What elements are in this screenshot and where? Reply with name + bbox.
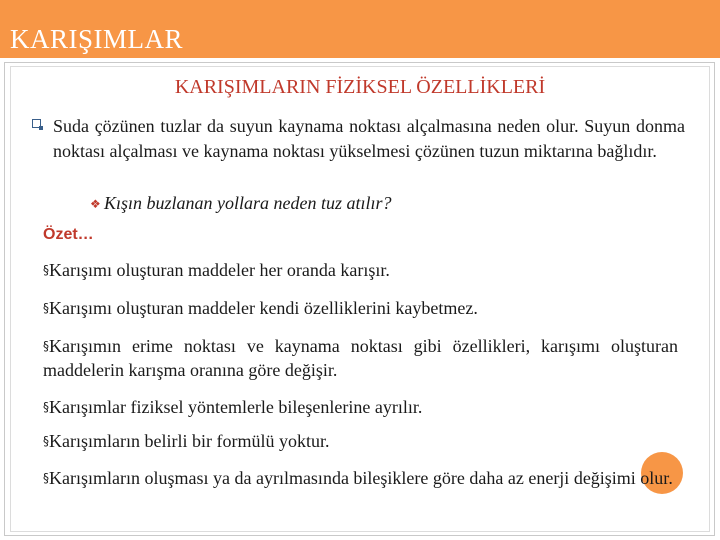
diamond-bullet-icon: ❖ — [90, 197, 101, 211]
section-bullet-icon: § — [43, 400, 49, 414]
summary-item — [43, 296, 678, 320]
square-bullet-icon — [32, 119, 41, 128]
summary-item — [43, 395, 678, 419]
summary-item — [43, 258, 678, 282]
slide-subtitle: KARIŞIMLARIN FİZİKSEL ÖZELLİKLERİ — [174, 76, 546, 98]
summary-item-text: Karışımı oluşturan maddeler kendi özelliklerini kaybetmez. — [49, 298, 478, 318]
section-bullet-icon: § — [43, 434, 49, 448]
intro-paragraph: Suda çözünen tuzlar da suyun kaynama noktası alçalmasına neden olur. Suyun donma noktası alçalması ve kaynama noktası yükselmesi çözünen tuzun miktarına bağlıdır. — [53, 116, 685, 161]
summary-item — [43, 334, 678, 382]
summary-item-text: Karışımın erime noktası ve kaynama noktası gibi özellikleri, karışımı oluşturan maddelerin karışma oranına göre değişir. — [43, 336, 678, 380]
section-bullet-icon: § — [43, 339, 49, 353]
summary-item — [43, 429, 678, 453]
section-bullet-icon: § — [43, 471, 49, 485]
question-text: Kışın buzlanan yollara neden tuz atılır? — [104, 193, 392, 213]
summary-item — [43, 466, 678, 490]
summary-heading: Özet… — [43, 226, 94, 243]
summary-item-text: Karışımlar fiziksel yöntemlerle bileşenlerine ayrılır. — [49, 397, 423, 417]
section-bullet-icon: § — [43, 263, 49, 277]
summary-item-text: Karışımların oluşması ya da ayrılmasında bileşiklere göre daha az enerji değişimi olur. — [49, 468, 673, 488]
section-bullet-icon: § — [43, 301, 49, 315]
summary-item-text: Karışımların belirli bir formülü yoktur. — [49, 431, 330, 451]
slide-title: KARIŞIMLAR — [10, 24, 184, 54]
summary-item-text: Karışımı oluşturan maddeler her oranda karışır. — [49, 260, 390, 280]
